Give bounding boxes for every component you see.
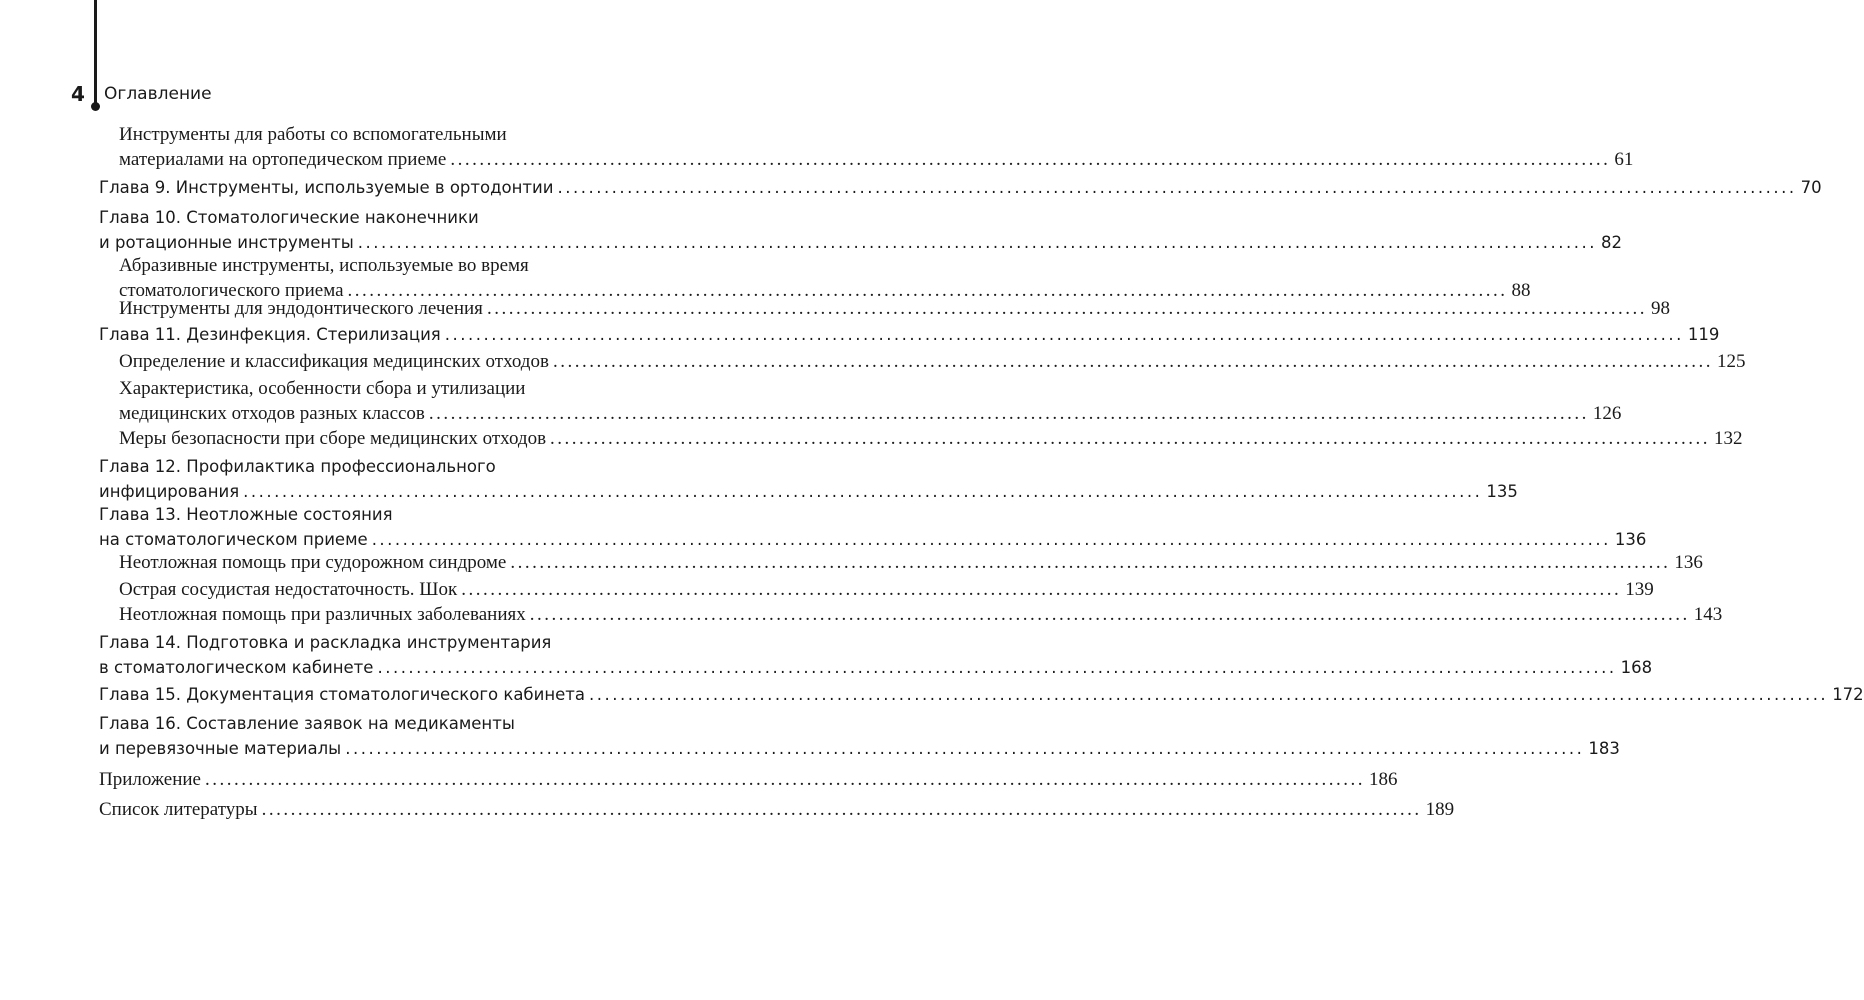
- toc-entry-title: Неотложная помощь при судорожном синдроме: [119, 552, 507, 573]
- page-number: 4: [71, 82, 85, 106]
- dot-leader: ................................................................................................................................................................: [377, 658, 1617, 677]
- toc-entry-title: материалами на ортопедическом приеме: [119, 149, 447, 170]
- toc-entry-title: Меры безопасности при сборе медицинских отходов: [119, 428, 547, 449]
- toc-entry-title: на стоматологическом приеме: [99, 530, 368, 549]
- dot-leader: ................................................................................................................................................................: [243, 482, 1483, 501]
- toc-entry-title: Глава 11. Дезинфекция. Стерилизация: [99, 325, 441, 344]
- dot-leader: ................................................................................................................................................................: [552, 351, 1713, 372]
- dot-leader: ................................................................................................................................................................: [357, 233, 1597, 252]
- toc-appendix: [99, 767, 1398, 792]
- toc-page-number: 143: [1693, 604, 1723, 625]
- toc-page-number: 135: [1486, 482, 1518, 501]
- toc-entry-title: медицинских отходов разных классов: [119, 403, 425, 424]
- toc-entry-title-line: Абразивные инструменты, используемые во время: [119, 255, 529, 276]
- toc-entry-title-line: Глава 16. Составление заявок на медикаменты: [99, 714, 515, 733]
- dot-leader: ................................................................................................................................................................: [345, 739, 1585, 758]
- toc-page-number: 126: [1592, 403, 1622, 424]
- toc-chapter: [99, 175, 1822, 200]
- toc-section: [119, 376, 1622, 426]
- toc-entry-title: стоматологического приема: [119, 280, 344, 301]
- toc-section: [119, 550, 1703, 575]
- toc-page-number: 132: [1714, 428, 1743, 449]
- toc-entry-title-line: Характеристика, особенности сбора и утилизации: [119, 378, 526, 399]
- toc-page-number: 189: [1425, 799, 1455, 820]
- toc-entry-title: инфицирования: [99, 482, 240, 501]
- toc-entry-title-line: Глава 10. Стоматологические наконечники: [99, 208, 479, 227]
- dot-leader: ................................................................................................................................................................: [347, 280, 1508, 301]
- toc-page-number: 183: [1588, 739, 1620, 758]
- toc-entry-title-line: Глава 12. Профилактика профессионального: [99, 457, 496, 476]
- dot-leader: ................................................................................................................................................................: [461, 579, 1622, 600]
- toc-section: [119, 296, 1670, 321]
- toc-page-number: 168: [1620, 658, 1653, 677]
- toc-page-number: 88: [1511, 280, 1531, 301]
- toc-page-number: 70: [1800, 178, 1822, 197]
- toc-entry-title: Список литературы: [99, 799, 258, 820]
- toc-page-number: 136: [1614, 530, 1647, 549]
- toc-page-number: 172: [1832, 685, 1864, 704]
- toc-entry-title: Глава 9. Инструменты, используемые в ортодонтии: [99, 178, 554, 197]
- toc-page-number: 98: [1650, 298, 1670, 319]
- dot-leader: ................................................................................................................................................................: [261, 799, 1422, 820]
- toc-section: [119, 577, 1654, 602]
- toc-entry-title: Определение и классификация медицинских отходов: [119, 351, 549, 372]
- margin-rule-dot: [91, 102, 100, 111]
- toc-entry-title: и ротационные инструменты: [99, 233, 354, 252]
- toc-page-number: 119: [1687, 325, 1720, 344]
- toc-section: [119, 349, 1746, 374]
- dot-leader: ................................................................................................................................................................: [450, 149, 1611, 170]
- dot-leader: ................................................................................................................................................................: [204, 769, 1365, 790]
- toc-chapter: [99, 205, 1622, 255]
- toc-entry-title: и перевязочные материалы: [99, 739, 342, 758]
- toc-entry-title-line: Глава 13. Неотложные состояния: [99, 505, 393, 524]
- toc-chapter: [99, 454, 1518, 504]
- dot-leader: ................................................................................................................................................................: [486, 298, 1647, 319]
- margin-rule: [94, 0, 97, 104]
- dot-leader: ................................................................................................................................................................: [444, 325, 1684, 344]
- toc-entry-title: Неотложная помощь при различных заболеваниях: [119, 604, 526, 625]
- toc-appendix: [99, 797, 1455, 822]
- dot-leader: ................................................................................................................................................................: [550, 428, 1711, 449]
- toc-chapter: [99, 711, 1620, 761]
- toc-entry-title: в стоматологическом кабинете: [99, 658, 374, 677]
- toc-entry-title: Глава 15. Документация стоматологического кабинета: [99, 685, 585, 704]
- toc-section: [119, 426, 1743, 451]
- toc-entry-title: Инструменты для эндодонтического лечения: [119, 298, 483, 319]
- toc-page-number: 186: [1368, 769, 1398, 790]
- dot-leader: ................................................................................................................................................................: [428, 403, 1589, 424]
- dot-leader: ................................................................................................................................................................: [510, 552, 1671, 573]
- dot-leader: ................................................................................................................................................................: [371, 530, 1611, 549]
- toc-entry-title: Острая сосудистая недостаточность. Шок: [119, 579, 458, 600]
- toc-page-number: 139: [1625, 579, 1654, 600]
- toc-entry-title: Приложение: [99, 769, 201, 790]
- toc-chapter: [99, 630, 1653, 680]
- running-title: Оглавление: [104, 84, 212, 104]
- toc-chapter: [99, 322, 1720, 347]
- toc-page-number: 82: [1600, 233, 1622, 252]
- toc-entry-title-line: Глава 14. Подготовка и раскладка инструментария: [99, 633, 552, 652]
- dot-leader: ................................................................................................................................................................: [529, 604, 1690, 625]
- dot-leader: ................................................................................................................................................................: [557, 178, 1797, 197]
- toc-page-number: 61: [1614, 149, 1634, 170]
- toc-section: [119, 122, 1634, 172]
- toc-page-number: 136: [1674, 552, 1703, 573]
- toc-chapter: [99, 502, 1647, 552]
- dot-leader: ................................................................................................................................................................: [589, 685, 1829, 704]
- toc-entry-title-line: Инструменты для работы со вспомогательными: [119, 124, 507, 145]
- toc-section: [119, 602, 1723, 627]
- toc-page-number: 125: [1716, 351, 1746, 372]
- toc-chapter: [99, 682, 1864, 707]
